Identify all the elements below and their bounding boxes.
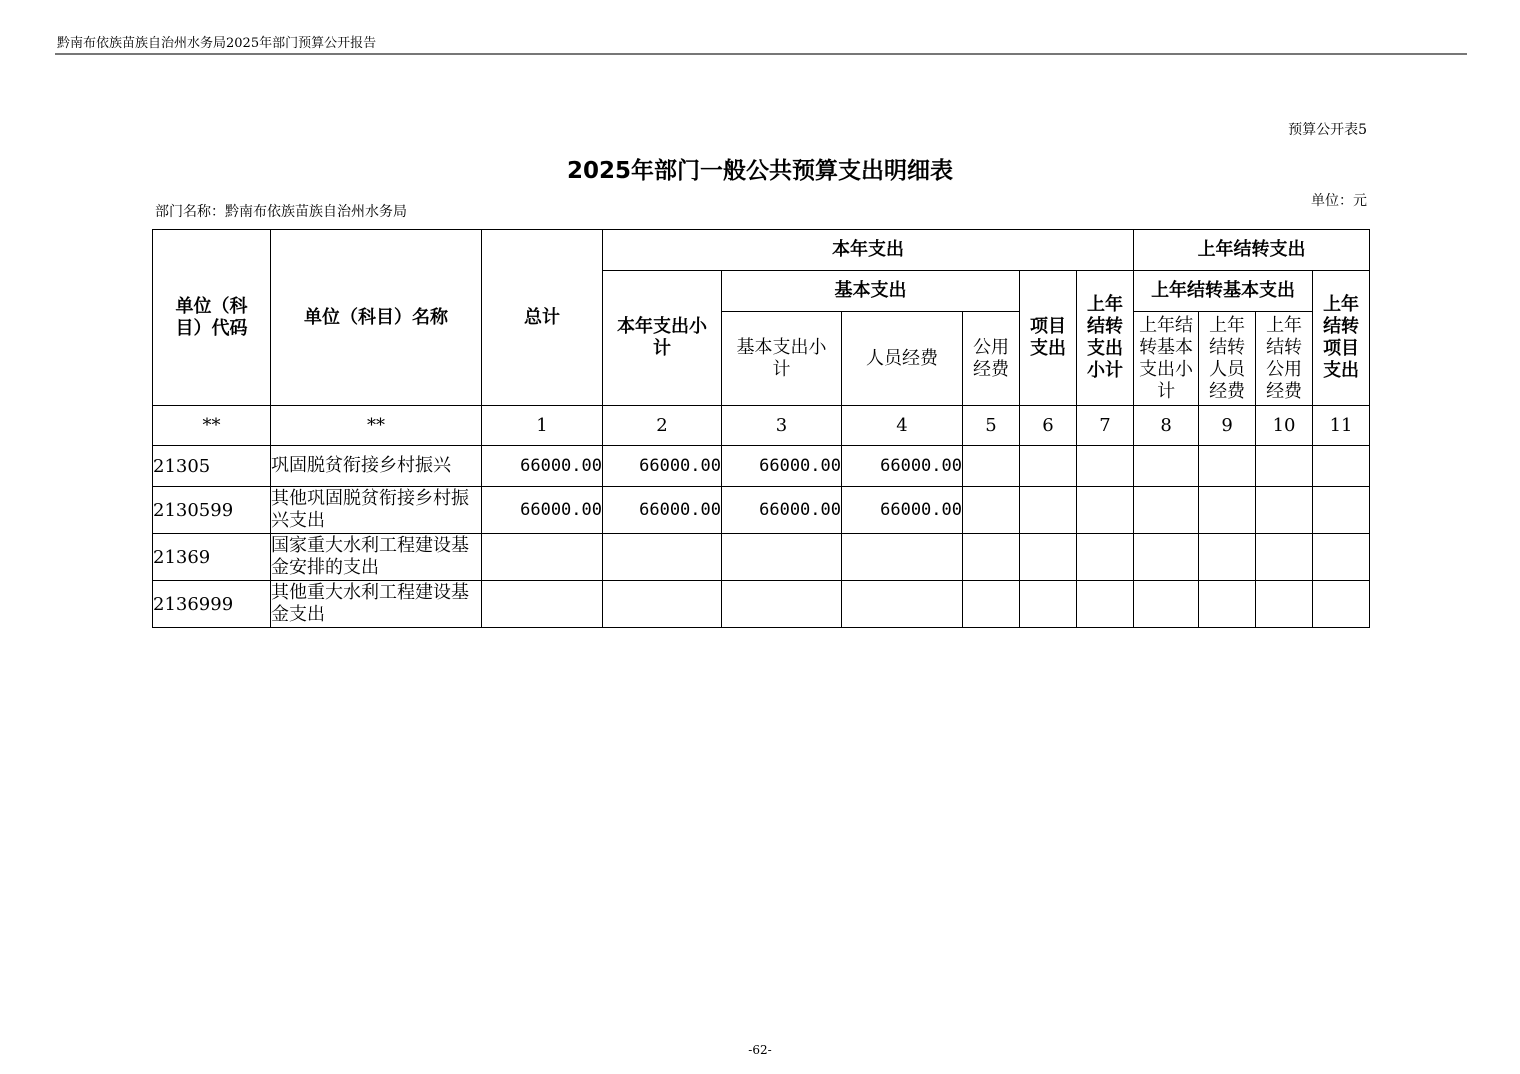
value-cell — [1199, 581, 1256, 628]
row-code: 2136999 — [153, 581, 271, 628]
header-carryover-basic-subtotal: 上年结转基本支出小计 — [1134, 312, 1199, 406]
table-row — [153, 534, 1370, 581]
value-cell — [1313, 446, 1370, 487]
table-row — [153, 487, 1370, 534]
header-current-subtotal: 本年支出小计 — [603, 271, 722, 406]
value-cell — [1020, 581, 1077, 628]
value-cell — [1313, 534, 1370, 581]
page-number: -62- — [748, 1043, 772, 1057]
index-cell: 8 — [1134, 406, 1199, 446]
value-cell — [1134, 446, 1199, 487]
value-cell — [722, 581, 842, 628]
index-cell: 2 — [603, 406, 722, 446]
row-name: 其他巩固脱贫衔接乡村振兴支出 — [271, 487, 482, 534]
index-cell: 11 — [1313, 406, 1370, 446]
value-cell — [603, 581, 722, 628]
row-name: 巩固脱贫衔接乡村振兴 — [271, 446, 482, 487]
value-cell — [1077, 534, 1134, 581]
row-code: 21305 — [153, 446, 271, 487]
value-cell — [1256, 581, 1313, 628]
header-carryover-personnel: 上年结转人员经费 — [1199, 312, 1256, 406]
value-cell — [963, 446, 1020, 487]
value-cell: 66000.00 — [482, 446, 603, 487]
value-cell — [1134, 534, 1199, 581]
value-cell: 66000.00 — [603, 446, 722, 487]
index-cell: 6 — [1020, 406, 1077, 446]
table-row — [153, 446, 1370, 487]
value-cell: 66000.00 — [482, 487, 603, 534]
row-code: 2130599 — [153, 487, 271, 534]
budget-table — [152, 229, 1370, 628]
value-cell — [1077, 487, 1134, 534]
header-code: 单位（科目）代码 — [153, 230, 271, 406]
table-row — [153, 581, 1370, 628]
index-cell: 3 — [722, 406, 842, 446]
unit-label: 单位：元 — [1311, 193, 1367, 209]
value-cell — [1313, 487, 1370, 534]
index-row — [153, 406, 1370, 446]
value-cell — [1020, 446, 1077, 487]
value-cell — [1256, 487, 1313, 534]
value-cell — [1134, 487, 1199, 534]
header-basic-subtotal: 基本支出小计 — [722, 312, 842, 406]
value-cell — [1199, 534, 1256, 581]
value-cell — [1256, 446, 1313, 487]
value-cell: 66000.00 — [722, 446, 842, 487]
value-cell — [1134, 581, 1199, 628]
value-cell — [482, 581, 603, 628]
index-cell: 1 — [482, 406, 603, 446]
department-name: 部门名称：黔南布依族苗族自治州水务局 — [155, 204, 407, 220]
header-carryover-basic: 上年结转基本支出 — [1134, 271, 1313, 312]
index-cell: 9 — [1199, 406, 1256, 446]
value-cell — [603, 534, 722, 581]
value-cell — [1199, 487, 1256, 534]
value-cell — [842, 534, 963, 581]
value-cell — [722, 534, 842, 581]
row-name: 其他重大水利工程建设基金支出 — [271, 581, 482, 628]
row-code: 21369 — [153, 534, 271, 581]
header-carryover-project: 上年结转项目支出 — [1313, 271, 1370, 406]
value-cell: 66000.00 — [722, 487, 842, 534]
header-carryover-subtotal: 上年结转支出小计 — [1077, 271, 1134, 406]
value-cell — [1020, 534, 1077, 581]
index-cell: 7 — [1077, 406, 1134, 446]
header-project: 项目支出 — [1020, 271, 1077, 406]
header-total: 总计 — [482, 230, 603, 406]
value-cell — [963, 487, 1020, 534]
value-cell: 66000.00 — [603, 487, 722, 534]
value-cell — [1199, 446, 1256, 487]
header-row-1 — [153, 230, 1370, 271]
header-public: 公用经费 — [963, 312, 1020, 406]
row-name: 国家重大水利工程建设基金安排的支出 — [271, 534, 482, 581]
header-carryover-public: 上年结转公用经费 — [1256, 312, 1313, 406]
document-title: 2025年部门一般公共预算支出明细表 — [566, 158, 953, 184]
header-personnel: 人员经费 — [842, 312, 963, 406]
header-carryover: 上年结转支出 — [1134, 230, 1370, 271]
index-cell: 5 — [963, 406, 1020, 446]
value-cell — [1077, 581, 1134, 628]
value-cell — [842, 581, 963, 628]
header-basic: 基本支出 — [722, 271, 1020, 312]
value-cell — [1020, 487, 1077, 534]
value-cell — [1313, 581, 1370, 628]
value-cell: 66000.00 — [842, 487, 963, 534]
value-cell — [1256, 534, 1313, 581]
value-cell — [482, 534, 603, 581]
header-rule — [55, 53, 1467, 55]
value-cell — [1077, 446, 1134, 487]
header-name: 单位（科目）名称 — [271, 230, 482, 406]
value-cell: 66000.00 — [842, 446, 963, 487]
header-current-year: 本年支出 — [603, 230, 1134, 271]
index-cell: 4 — [842, 406, 963, 446]
value-cell — [963, 534, 1020, 581]
running-header: 黔南布依族苗族自治州水务局2025年部门预算公开报告 — [57, 36, 377, 51]
index-cell: 10 — [1256, 406, 1313, 446]
value-cell — [963, 581, 1020, 628]
table-number: 预算公开表5 — [1288, 122, 1367, 138]
index-cell: ** — [153, 406, 271, 446]
index-cell: ** — [271, 406, 482, 446]
